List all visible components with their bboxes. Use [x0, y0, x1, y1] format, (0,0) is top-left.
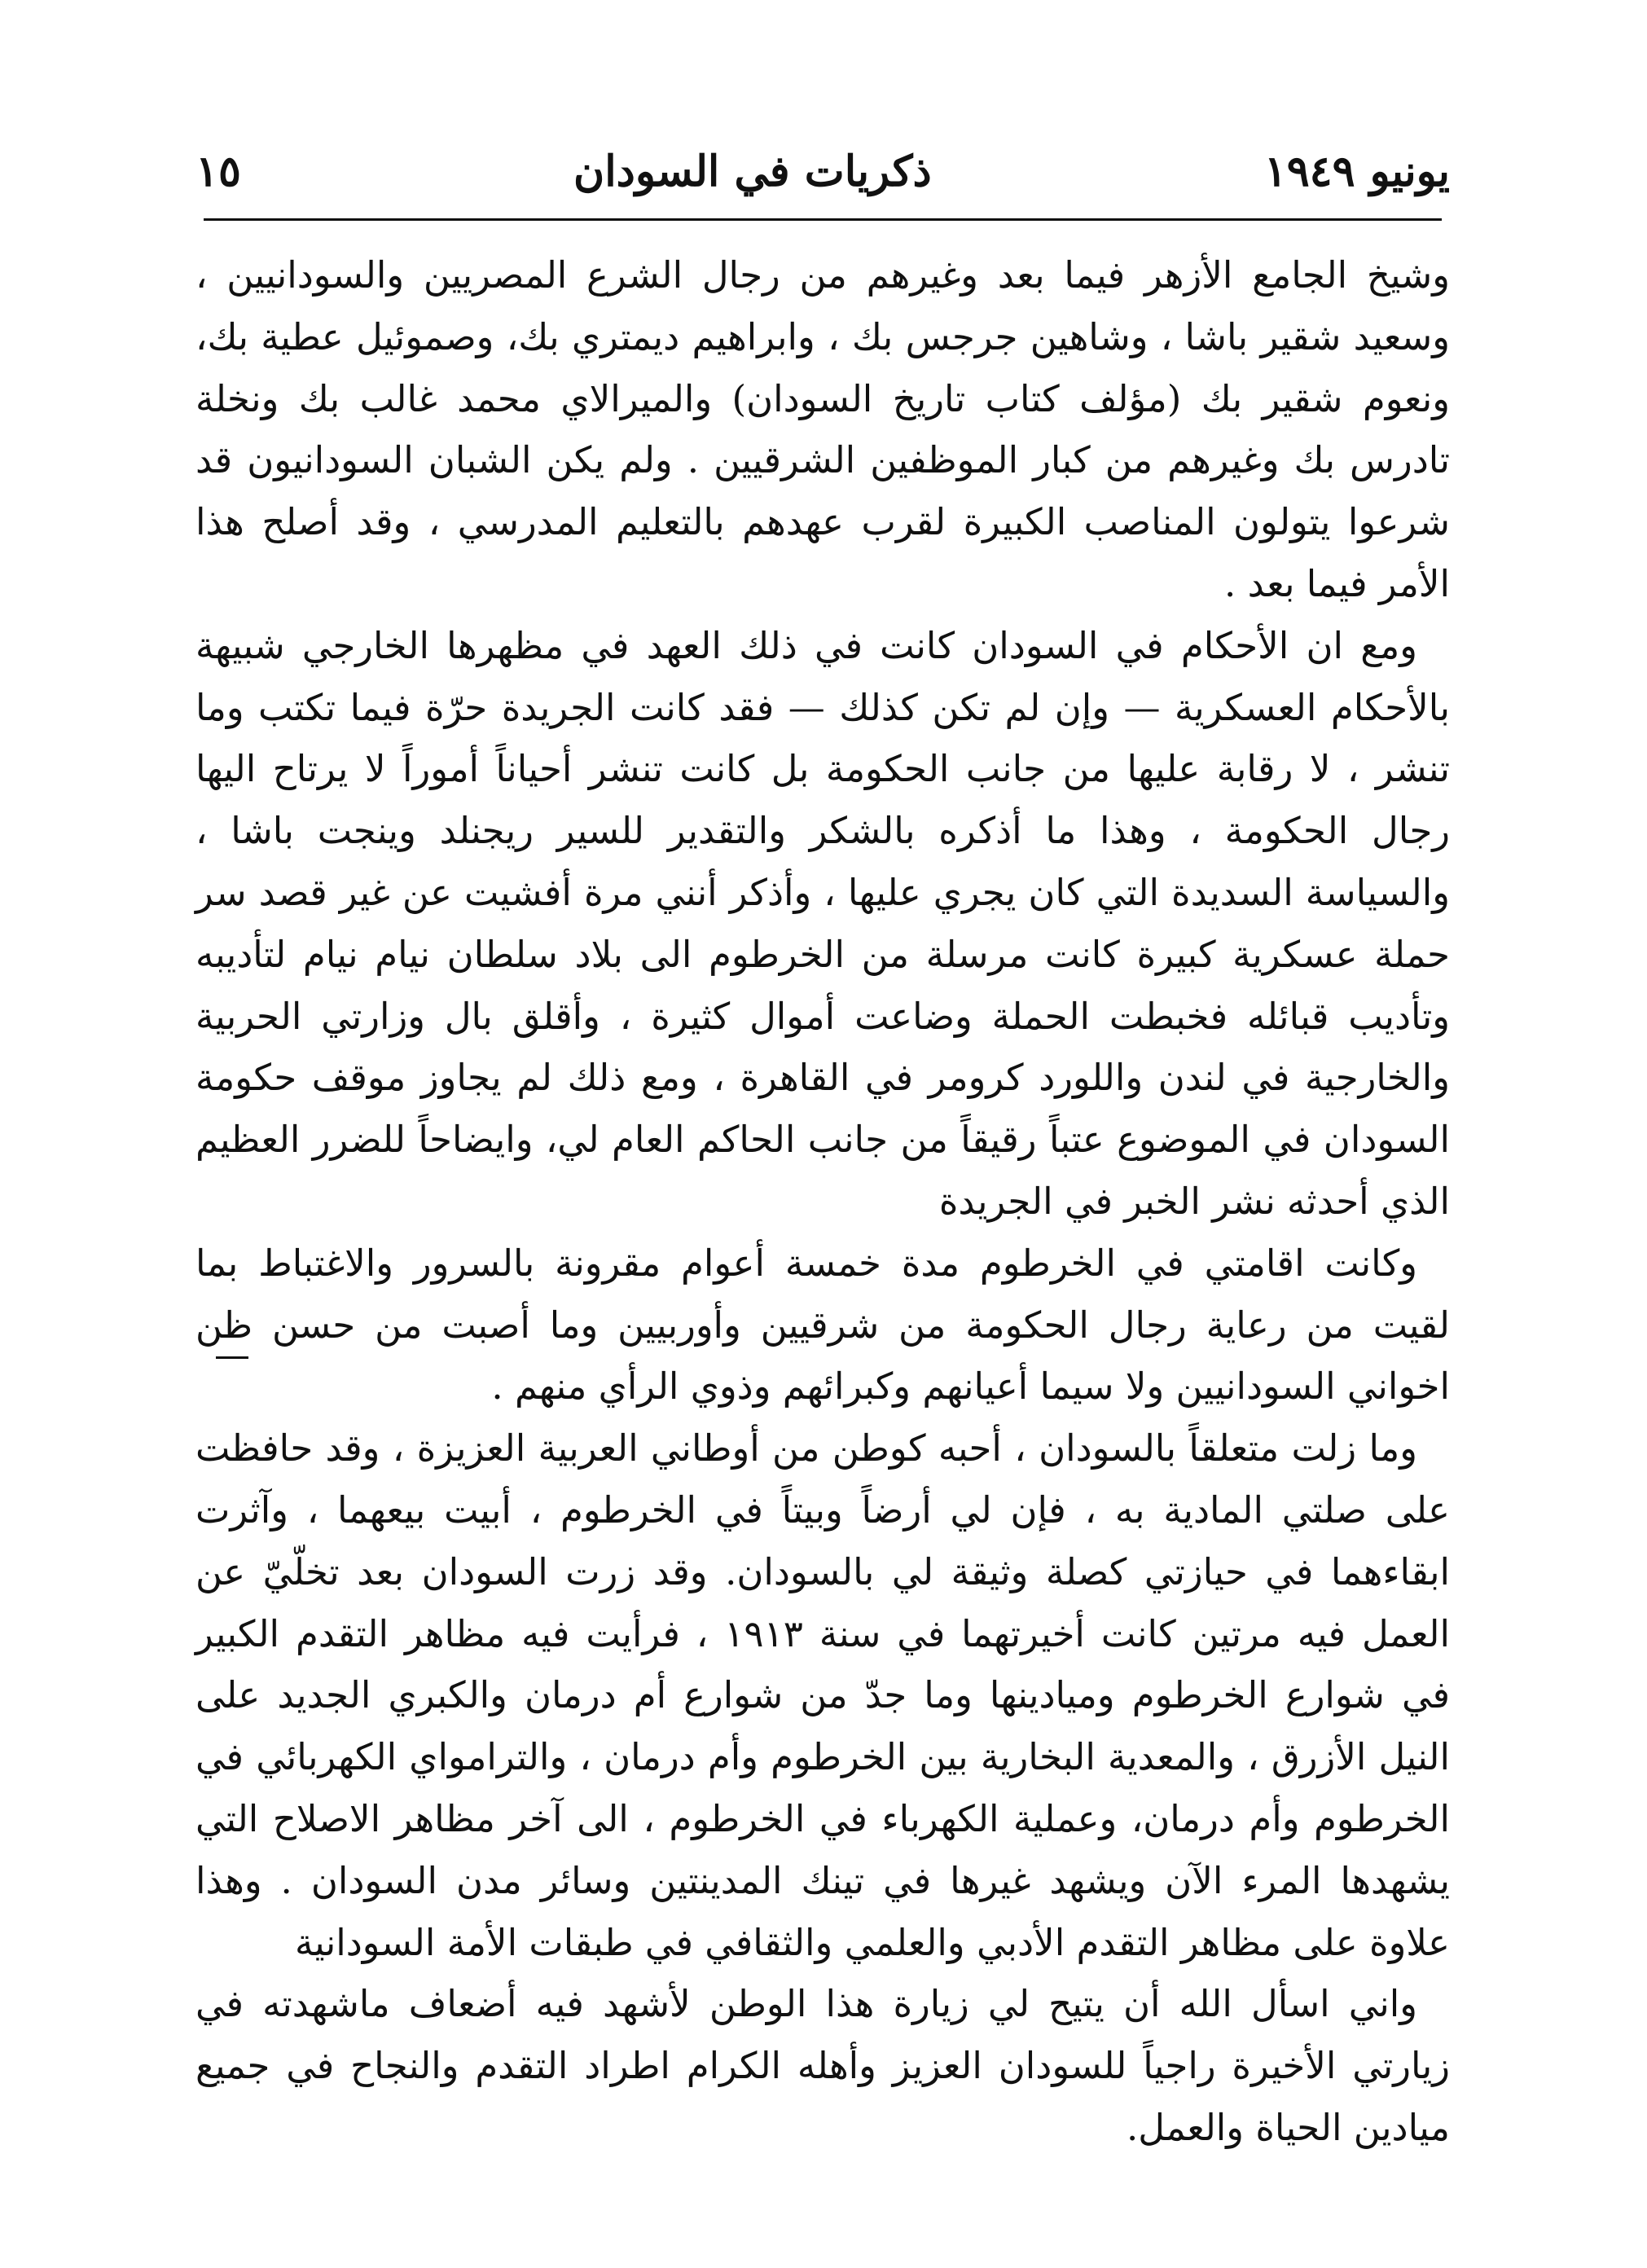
page-number: ١٥: [195, 146, 241, 196]
paragraph-1: وشيخ الجامع الأزهر فيما بعد وغيرهم من رجال الشرع المصريين والسودانيين ، وسعيد شقير باشا ، وشاهين جرجس بك ، وابراهيم ديمتري بك، وصموئيل عطية بك، ونعوم شقير بك (مؤلف كتاب تاريخ السودان) والميرالاي محمد غالب بك ونخلة تادرس بك وغيرهم من كبار الموظفين الشرقيين . ولم يكن الشبان السودانيون قد شرعوا يتولون المناصب الكبيرة لقرب عهدهم بالتعليم المدرسي ، وقد أصلح هذا الأمر فيما بعد .: [195, 253, 1450, 605]
paragraph-4: وما زلت متعلقاً بالسودان ، أحبه كوطن من أوطاني العربية العزيزة ، وقد حافظت على صلتي المادية به ، فإن لي أرضاً وبيتاً في الخرطوم ، أبيت بيعهما ، وآثرت ابقاءهما في حيازتي كصلة وثيقة لي بالسودان. وقد زرت السودان بعد تخلّيّ عن العمل فيه مرتين كانت أخيرتهما في سنة ١٩١٣ ، فرأيت فيه مظاهر التقدم الكبير في شوارع الخرطوم وميادينها وما جدّ من شوارع أم درمان والكبري الجديد على النيل الأزرق ، والمعدية البخارية بين الخرطوم وأم درمان ، والترامواي الكهربائي في الخرطوم وأم درمان، وعملية الكهرباء في الخرطوم ، الى آخر مظاهر الاصلاح التي يشهدها المرء الآن ويشهد غيرها في تينك المدينتين وسائر مدن السودان . وهذا علاوة على مظاهر التقدم الأدبي والعلمي والثقافي في طبقات الأمة السودانية: [195, 1426, 1450, 1964]
header-title: ذكريات في السودان: [573, 146, 932, 196]
paragraph-3: وكانت اقامتي في الخرطوم مدة خمسة أعوام مقرونة بالسرور والاغتباط بما لقيت من رعاية رجال الحكومة من شرقيين وأوربيين وما أصبت من حسن ظن اخواني السودانيين ولا سيما أعيانهم وكبرائهم وذوي الرأي منهم .: [195, 1241, 1450, 1409]
header-rule: [204, 218, 1442, 221]
article-body: [195, 244, 1450, 2159]
page-header: [195, 138, 1450, 204]
paragraph-2: ومع ان الأحكام في السودان كانت في ذلك العهد في مظهرها الخارجي شبيهة بالأحكام العسكرية — وإن لم تكن كذلك — فقد كانت الجريدة حرّة فيما تكتب وما تنشر ، لا رقابة عليها من جانب الحكومة بل كانت تنشر أحياناً أموراً لا يرتاح اليها رجال الحكومة ، وهذا ما أذكره بالشكر والتقدير للسير ريجنلد وينجت باشا ، والسياسة السديدة التي كان يجري عليها ، وأذكر أنني مرة أفشيت عن غير قصد سر حملة عسكرية كبيرة كانت مرسلة من الخرطوم الى بلاد سلطان نيام نيام لتأديبه وتأديب قبائله فخبطت الحملة وضاعت أموال كثيرة ، وأقلق بال وزارتي الحربية والخارجية في لندن واللورد كرومر في القاهرة ، ومع ذلك لم يجاوز موقف حكومة السودان في الموضوع عتباً رقيقاً من جانب الحاكم العام لي، وايضاحاً للضرر العظيم الذي أحدثه نشر الخبر في الجريدة: [195, 623, 1450, 1223]
paragraph-5: واني اسأل الله أن يتيح لي زيارة هذا الوطن لأشهد فيه أضعاف ماشهدته في زيارتي الأخيرة راجياً للسودان العزيز وأهله الكرام اطراد التقدم والنجاح في جميع ميادين الحياة والعمل.: [195, 1982, 1450, 2149]
stray-dash-mark: [216, 1356, 248, 1359]
header-date: يونيو ١٩٤٩: [1263, 146, 1450, 196]
